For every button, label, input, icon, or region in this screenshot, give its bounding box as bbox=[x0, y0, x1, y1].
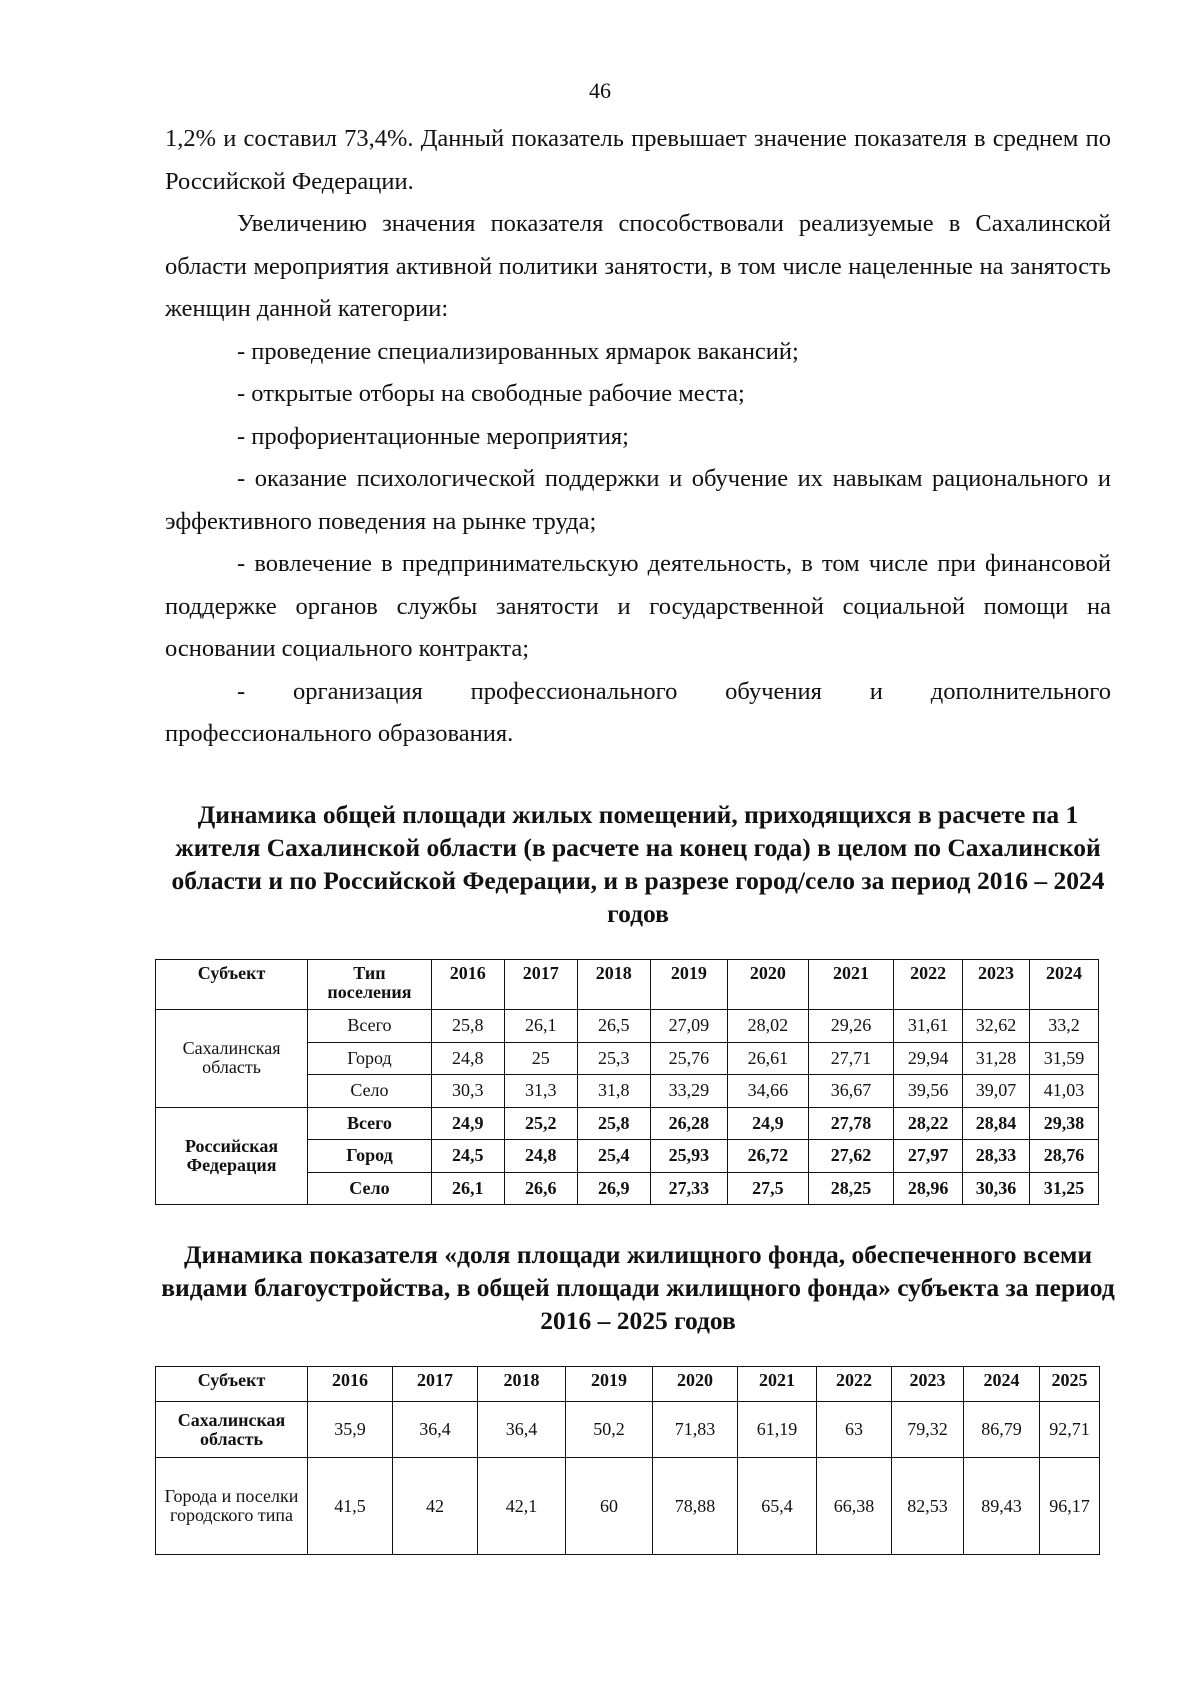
value-cell: 24,9 bbox=[431, 1107, 504, 1140]
value-cell: 26,5 bbox=[577, 1010, 650, 1043]
value-cell: 25,93 bbox=[650, 1140, 727, 1173]
list-item: - открытые отборы на свободные рабочие места; bbox=[237, 380, 745, 407]
value-cell: 31,59 bbox=[1029, 1042, 1098, 1075]
value-cell: 63 bbox=[817, 1402, 892, 1458]
value-cell: 31,28 bbox=[963, 1042, 1030, 1075]
table-header-row bbox=[156, 960, 1099, 1010]
value-cell: 66,38 bbox=[817, 1458, 892, 1555]
value-cell: 33,2 bbox=[1029, 1010, 1098, 1043]
value-cell: 26,1 bbox=[504, 1010, 577, 1043]
body-text bbox=[165, 118, 1111, 756]
value-cell: 25,4 bbox=[577, 1140, 650, 1173]
table-row bbox=[156, 1402, 1100, 1458]
value-cell: 39,07 bbox=[963, 1075, 1030, 1108]
settlement-type-cell: Село bbox=[308, 1172, 432, 1205]
value-cell: 27,33 bbox=[650, 1172, 727, 1205]
column-header: 2021 bbox=[738, 1367, 817, 1402]
value-cell: 31,3 bbox=[504, 1075, 577, 1108]
value-cell: 25,76 bbox=[650, 1042, 727, 1075]
value-cell: 25 bbox=[504, 1042, 577, 1075]
subject-cell: Сахалинская область bbox=[156, 1402, 308, 1458]
subject-cell: Города и поселки городского типа bbox=[156, 1458, 308, 1555]
column-header: 2017 bbox=[504, 960, 577, 1010]
column-header: 2025 bbox=[1040, 1367, 1100, 1402]
value-cell: 36,67 bbox=[808, 1075, 893, 1108]
list-item: - вовлечение в предпринимательскую деятельность, в том числе при финансовой поддержке органов службы занятости и государственной социальной помощи на основании социального контракта; bbox=[165, 550, 1111, 662]
column-header: 2016 bbox=[308, 1367, 393, 1402]
subject-cell: Сахалинская область bbox=[156, 1010, 308, 1108]
settlement-type-cell: Город bbox=[308, 1140, 432, 1173]
paragraph: 1,2% и составил 73,4%. Данный показатель превышает значение показателя в среднем по Российской Федерации. bbox=[165, 125, 1111, 195]
column-header: 2020 bbox=[727, 960, 808, 1010]
housing-amenities-table bbox=[155, 1366, 1100, 1555]
value-cell: 24,8 bbox=[431, 1042, 504, 1075]
value-cell: 41,03 bbox=[1029, 1075, 1098, 1108]
table2-title: Динамика показателя «доля площади жилищного фонда, обеспеченного всеми видами благоустройства, в общей площади жилищного фонда» субъекта за период 2016 – 2025 годов bbox=[161, 1240, 1115, 1335]
value-cell: 29,94 bbox=[894, 1042, 963, 1075]
value-cell: 26,1 bbox=[431, 1172, 504, 1205]
value-cell: 36,4 bbox=[478, 1402, 566, 1458]
value-cell: 28,33 bbox=[963, 1140, 1030, 1173]
column-header: Тип поселения bbox=[308, 960, 432, 1010]
value-cell: 29,38 bbox=[1029, 1107, 1098, 1140]
value-cell: 34,66 bbox=[727, 1075, 808, 1108]
column-header: 2020 bbox=[653, 1367, 738, 1402]
value-cell: 28,22 bbox=[894, 1107, 963, 1140]
value-cell: 35,9 bbox=[308, 1402, 393, 1458]
list-item: - организация профессионального обучения и дополнительного профессионального образования. bbox=[165, 677, 1111, 747]
column-header: 2022 bbox=[894, 960, 963, 1010]
value-cell: 42,1 bbox=[478, 1458, 566, 1555]
value-cell: 28,02 bbox=[727, 1010, 808, 1043]
value-cell: 26,72 bbox=[727, 1140, 808, 1173]
value-cell: 89,43 bbox=[964, 1458, 1040, 1555]
value-cell: 39,56 bbox=[894, 1075, 963, 1108]
value-cell: 27,09 bbox=[650, 1010, 727, 1043]
value-cell: 65,4 bbox=[738, 1458, 817, 1555]
value-cell: 82,53 bbox=[892, 1458, 964, 1555]
value-cell: 27,78 bbox=[808, 1107, 893, 1140]
list-item: - профориентационные мероприятия; bbox=[237, 422, 629, 450]
column-header: 2023 bbox=[892, 1367, 964, 1402]
value-cell: 26,61 bbox=[727, 1042, 808, 1075]
table-row bbox=[156, 1458, 1100, 1555]
column-header: Субъект bbox=[156, 960, 308, 1010]
column-header: 2023 bbox=[963, 960, 1030, 1010]
value-cell: 24,9 bbox=[727, 1107, 808, 1140]
column-header: 2024 bbox=[964, 1367, 1040, 1402]
value-cell: 50,2 bbox=[566, 1402, 653, 1458]
value-cell: 31,61 bbox=[894, 1010, 963, 1043]
value-cell: 71,83 bbox=[653, 1402, 738, 1458]
value-cell: 28,96 bbox=[894, 1172, 963, 1205]
value-cell: 30,36 bbox=[963, 1172, 1030, 1205]
page-number: 46 bbox=[589, 78, 611, 103]
value-cell: 24,5 bbox=[431, 1140, 504, 1173]
value-cell: 28,84 bbox=[963, 1107, 1030, 1140]
value-cell: 79,32 bbox=[892, 1402, 964, 1458]
value-cell: 26,6 bbox=[504, 1172, 577, 1205]
value-cell: 27,62 bbox=[808, 1140, 893, 1173]
value-cell: 92,71 bbox=[1040, 1402, 1100, 1458]
value-cell: 86,79 bbox=[964, 1402, 1040, 1458]
column-header: Субъект bbox=[156, 1367, 308, 1402]
subject-cell: Российская Федерация bbox=[156, 1107, 308, 1205]
column-header: 2021 bbox=[808, 960, 893, 1010]
value-cell: 28,25 bbox=[808, 1172, 893, 1205]
settlement-type-cell: Село bbox=[308, 1075, 432, 1108]
value-cell: 96,17 bbox=[1040, 1458, 1100, 1555]
value-cell: 61,19 bbox=[738, 1402, 817, 1458]
column-header: 2022 bbox=[817, 1367, 892, 1402]
value-cell: 31,25 bbox=[1029, 1172, 1098, 1205]
list-item: - оказание психологической поддержки и обучение их навыкам рационального и эффективного поведения на рынке труда; bbox=[165, 465, 1111, 535]
value-cell: 28,76 bbox=[1029, 1140, 1098, 1173]
column-header: 2018 bbox=[478, 1367, 566, 1402]
value-cell: 60 bbox=[566, 1458, 653, 1555]
list-item: - проведение специализированных ярмарок вакансий; bbox=[237, 337, 799, 365]
table-header-row bbox=[156, 1367, 1100, 1402]
table1-title: Динамика общей площади жилых помещений, приходящихся в расчете па 1 жителя Сахалинской области (в расчете на конец года) в целом по Сахалинской области и по Российской Федерации, и в разрезе город/село за период 2016 – 2024 годов bbox=[171, 800, 1105, 928]
housing-area-table bbox=[155, 959, 1099, 1205]
value-cell: 78,88 bbox=[653, 1458, 738, 1555]
settlement-type-cell: Всего bbox=[308, 1107, 432, 1140]
value-cell: 25,8 bbox=[431, 1010, 504, 1043]
column-header: 2024 bbox=[1029, 960, 1098, 1010]
value-cell: 27,97 bbox=[894, 1140, 963, 1173]
value-cell: 26,28 bbox=[650, 1107, 727, 1140]
column-header: 2018 bbox=[577, 960, 650, 1010]
column-header: 2017 bbox=[393, 1367, 478, 1402]
value-cell: 41,5 bbox=[308, 1458, 393, 1555]
settlement-type-cell: Город bbox=[308, 1042, 432, 1075]
settlement-type-cell: Всего bbox=[308, 1010, 432, 1043]
value-cell: 27,5 bbox=[727, 1172, 808, 1205]
paragraph: Увеличению значения показателя способствовали реализуемые в Сахалинской области мероприятия активной политики занятости, в том числе нацеленные на занятость женщин данной категории: bbox=[165, 210, 1111, 322]
column-header: 2019 bbox=[566, 1367, 653, 1402]
column-header: 2016 bbox=[431, 960, 504, 1010]
value-cell: 31,8 bbox=[577, 1075, 650, 1108]
value-cell: 32,62 bbox=[963, 1010, 1030, 1043]
value-cell: 24,8 bbox=[504, 1140, 577, 1173]
table-row bbox=[156, 1010, 1099, 1043]
value-cell: 30,3 bbox=[431, 1075, 504, 1108]
value-cell: 29,26 bbox=[808, 1010, 893, 1043]
value-cell: 36,4 bbox=[393, 1402, 478, 1458]
value-cell: 33,29 bbox=[650, 1075, 727, 1108]
value-cell: 27,71 bbox=[808, 1042, 893, 1075]
value-cell: 25,8 bbox=[577, 1107, 650, 1140]
value-cell: 25,3 bbox=[577, 1042, 650, 1075]
column-header: 2019 bbox=[650, 960, 727, 1010]
value-cell: 26,9 bbox=[577, 1172, 650, 1205]
table-row bbox=[156, 1107, 1099, 1140]
value-cell: 42 bbox=[393, 1458, 478, 1555]
value-cell: 25,2 bbox=[504, 1107, 577, 1140]
